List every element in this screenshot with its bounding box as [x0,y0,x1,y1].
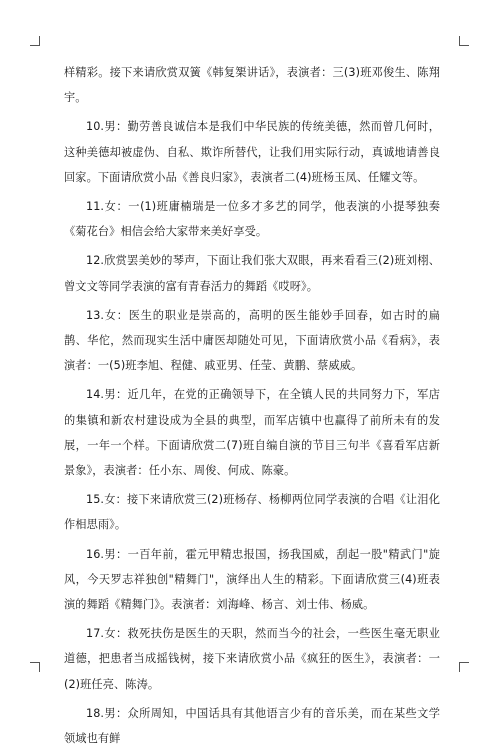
crop-mark-top-left [30,36,40,46]
paragraph-item-11: 11.女：一(1)班庸楠瑞是一位多才多艺的同学，他表演的小提琴独奏《菊花台》相信会给大家带来美好享受。 [64,200,440,239]
paragraph-item-18: 18.男：众所周知，中国话具有其他语言少有的音乐美，而在某些文学领域也有鲜 [64,706,440,746]
paragraph-item-12: 12.欣赏罢美妙的琴声，下面让我们张大双眼，再来看看三(2)班刘栩、曾文文等同学表演的富有青春活力的舞蹈《哎呀》。 [64,254,440,293]
paragraph-item-14: 14.男：近几年，在党的正确领导下，在全镇人民的共同努力下，军店的集镇和新农村建设成为全县的典型，而军店镇中也赢得了前所未有的发展，一年一个样。下面请欣赏二(7)班自编自演的节目三句半《喜看军店新景象》，表演者：任小东、周俊、何成、陈豪。 [64,388,440,478]
crop-mark-bottom-left [30,662,40,672]
document-body [64,60,440,755]
crop-mark-top-right [459,36,469,46]
paragraph-item-15: 15.女：接下来请欣赏三(2)班杨存、杨柳两位同学表演的合唱《让泪化作相思雨》。 [64,493,440,532]
paragraph-item-13: 13.女：医生的职业是崇高的，高明的医生能妙手回春，如古时的扁鹊、华佗，然而现实生活中庸医却随处可见，下面请欣赏小品《看病》，表演者：一(5)班李旭、程健、戚亚男、任莹、黄鹏、蔡威威。 [64,308,440,373]
paragraph-item-16: 16.男：一百年前，霍元甲精忠报国，扬我国威，刮起一股"精武门"旋风，今天罗志祥独创"精舞门"，演绎出人生的精彩。下面请欣赏三(4)班表演的舞蹈《精舞门》。表演者：刘海峰、杨言、刘士伟、杨威。 [64,547,440,612]
paragraph-item-10: 10.男：勤劳善良诚信本是我们中华民族的传统美德，然而曾几何时，这种美德却被虚伪、自私、欺诈所替代，让我们用实际行动，真诚地请善良回家。下面请欣赏小品《善良归家》，表演者二(4)班杨玉凤、任耀文等。 [64,120,440,184]
crop-mark-bottom-right [459,662,469,672]
paragraph-item-17: 17.女：救死扶伤是医生的天职，然而当今的社会，一些医生毫无职业道德，把患者当成摇钱树，接下来请欣赏小品《疯狂的医生》，表演者：一(2)班任亮、陈涛。 [64,627,440,691]
paragraph-continuation: 样精彩。接下来请欣赏双簧《韩复榘讲话》，表演者：三(3)班邓俊生、陈翔宇。 [64,66,440,105]
